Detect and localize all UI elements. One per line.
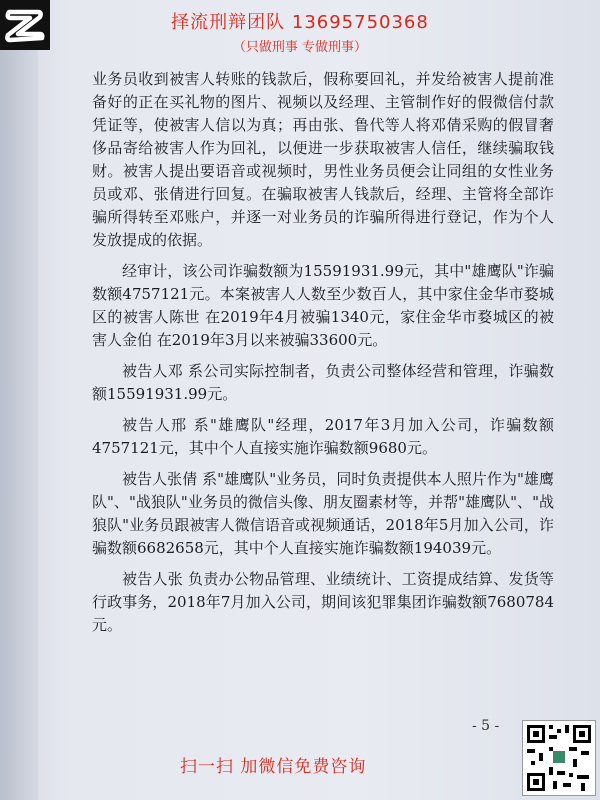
page-number: - 5 - — [472, 718, 500, 734]
header-title: 择流刑辩团队 13695750368 — [171, 12, 429, 33]
paragraph-3: 被告人邓 系公司实际控制者，负责公司整体经营和管理，诈骗数额15591931.99元。 — [92, 362, 554, 403]
stylized-z-logo-icon — [0, 0, 50, 50]
qr-code-icon[interactable] — [522, 720, 596, 796]
paragraph-2: 经审计，该公司诈骗数额为15591931.99元，其中"雄鹰队"诈骗数额4757121元。本案被害人人数至少数百人，其中家住金华市婺城区的被害人陈世 在2019年4月被骗1340元，家住金华市婺城区的被害人金伯 在2019年3月以来被骗33600元。 — [92, 262, 554, 349]
header-banner — [120, 8, 480, 55]
paragraph-5: 被告人张倩 系"雄鹰队"业务员，同时负责提供本人照片作为"雄鹰队"、"战狼队"业务员的微信头像、朋友圈素材等，并帮"雄鹰队"、"战狼队"业务员跟被害人微信语音或视频通话，2018年5月加入公司，诈骗数额6682658元，其中个人直接实施诈骗数额194039元。 — [92, 470, 554, 557]
page-spine — [0, 0, 38, 800]
wechat-consult-cta: 扫一扫 加微信免费咨询 — [180, 757, 367, 777]
paragraph-4: 被告人邢 系"雄鹰队"经理，2017年3月加入公司，诈骗数额4757121元，其中个人直接实施诈骗数额9680元。 — [92, 416, 554, 457]
document-body — [92, 68, 554, 645]
paragraph-1: 业务员收到被害人转账的钱款后，假称要回礼，并发给被害人提前准备好的正在买礼物的图片、视频以及经理、主管制作好的假微信付款凭证等，使被害人信以为真；再由张、鲁代等人将邓倩采购的假冒奢侈品寄给被害人作为回礼，以便进一步获取被害人信任，继续骗取钱财。被害人提出要语音或视频时，男性业务员便会让同组的女性业务员或邓、张倩进行回复。在骗取被害人钱款后，经理、主管将全部诈骗所得转至邓账户，并逐一对业务员的诈骗所得进行登记，作为个人发放提成的依据。 — [92, 70, 554, 249]
paragraph-6: 被告人张 负责办公物品管理、业绩统计、工资提成结算、发货等行政事务，2018年7月加入公司，期间该犯罪集团诈骗数额7680784元。 — [92, 570, 554, 634]
header-subtitle: （只做刑事 专做刑事） — [232, 40, 368, 55]
